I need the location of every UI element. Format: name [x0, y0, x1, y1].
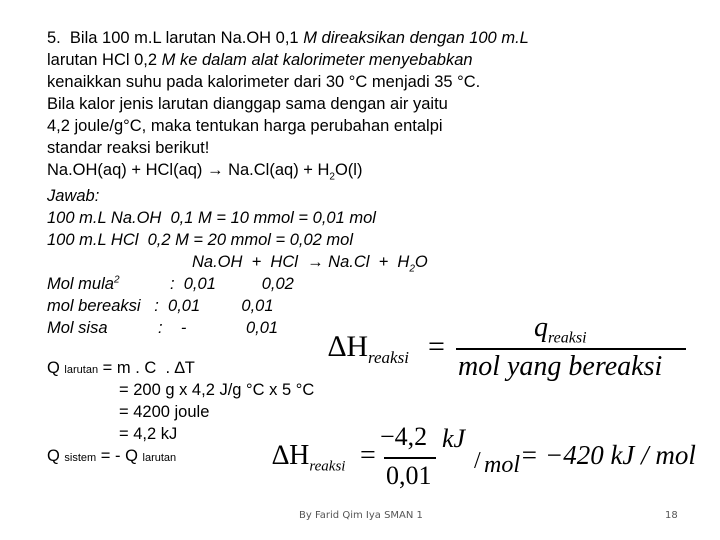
row-mol-mula: Mol mula$^2$ [47, 274, 120, 293]
header-arrow-icon: → [307, 253, 324, 271]
formula2-fraction-bar [384, 457, 436, 459]
formula1-fraction-bar [456, 348, 686, 350]
formula2-numerator: −4,2 [380, 422, 428, 451]
reaction-equation: $Na.OH(aq) + HCl(aq) \to Na.Cl(aq) + H_2O(l)$ [47, 161, 363, 183]
q-step-1: = 200 g x 4,2 J/g °C x 5 °C [119, 381, 315, 399]
formula1-equals: = [428, 330, 445, 363]
row-mol-mula-values: : 0,01 0,02 [170, 275, 294, 293]
naoh-mol-line: 100 m.L Na.OH 0,1 M = 10 mmol = 0,01 mol [47, 209, 376, 227]
reaction-arrow-icon: → [207, 161, 224, 179]
problem-line-5: 4,2 joule/g°C, maka tentukan harga perubahan entalpi [47, 117, 443, 135]
formula2-unit-den: mol [484, 452, 520, 478]
problem-line-4: Bila kalor jenis larutan dianggap sama dengan air yaitu [47, 95, 448, 113]
footer-credit: By Farid Qim Iya SMAN 1 [299, 510, 423, 521]
page-number: 18 [665, 510, 678, 521]
q-step-2: = 4200 joule [119, 403, 210, 421]
q-sistem-line: Q sistem = - Q larutan [47, 447, 177, 465]
row-mol-sisa: Mol sisa : - 0,01 [47, 319, 279, 337]
formula2-unit-slash: / [474, 448, 481, 474]
problem-line-6: standar reaksi berikut! [47, 139, 210, 157]
hcl-mol-line: 100 m.L HCl 0,2 M = 20 mmol = 0,02 mol [47, 231, 353, 249]
formula2-result: = −420 kJ / mol [520, 440, 696, 470]
q-larutan-line: Q larutan = m . C . ∆T [47, 359, 195, 377]
stoich-header: Na.OH + HCl → $Na.Cl + H_2O$ [192, 253, 428, 275]
formula2-lhs: $\Delta H_{reaksi}$ [272, 440, 346, 475]
formula2-unit-num: kJ [442, 424, 466, 453]
formula1-denominator: mol yang bereaksi [458, 351, 663, 382]
answer-label: Jawab: [47, 187, 100, 205]
q-step-3: = 4,2 kJ [119, 425, 178, 443]
problem-line-3: kenaikkan suhu pada kalorimeter dari 30 °C menjadi 35 °C. [47, 73, 481, 91]
row-mol-bereaksi: mol bereaksi : 0,01 0,01 [47, 297, 274, 315]
formula1-lhs: $\Delta H_{reaksi}$ [328, 330, 409, 367]
problem-line-2: larutan HCl 0,2 M ke dalam alat kalorimeter menyebabkan [47, 51, 473, 69]
problem-line-1: 5. Bila 100 m.L larutan Na.OH 0,1 M direaksikan dengan 100 m.L [47, 29, 529, 47]
formula2-denominator: 0,01 [386, 461, 432, 490]
formula1-numerator: $q_{reaksi}$ [534, 312, 587, 347]
formula2-equals: = [360, 440, 376, 471]
